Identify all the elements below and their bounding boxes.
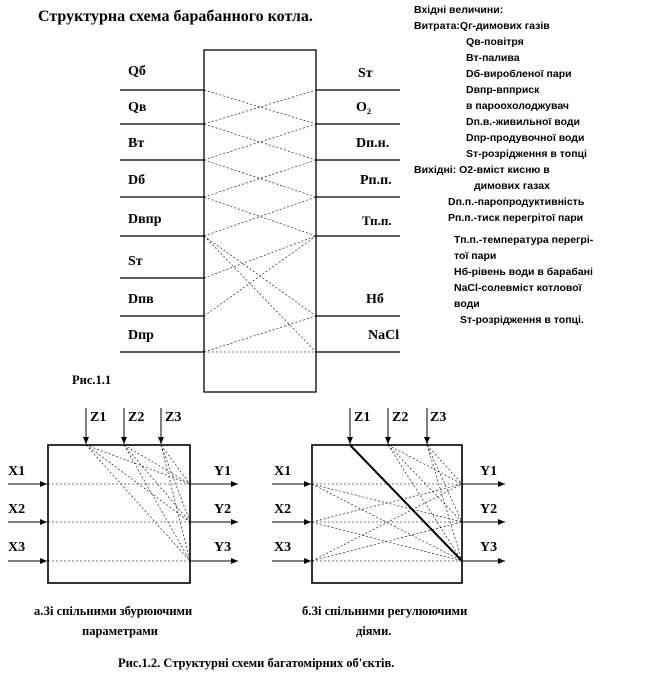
boiler-io-lines (120, 90, 400, 352)
legend-line: NaCl-солевміст котлової (454, 282, 582, 294)
legend-line: Dпр-продувочної води (466, 132, 585, 144)
figure-1-2-caption: Рис.1.2. Структурні схеми багатомірних об'єктів. (118, 656, 395, 670)
object-b-z1: Z1 (354, 410, 371, 425)
input-label-dpv: Dпв (128, 292, 154, 307)
boiler-block (204, 50, 316, 392)
diagram-title: Структурна схема барабанного котла. (38, 8, 313, 25)
object-a-z3: Z3 (165, 410, 182, 425)
legend-line: тої пари (454, 250, 497, 262)
object-a-x2: X2 (8, 502, 26, 517)
legend-line: Витрата:Qг-димових газів (414, 20, 550, 32)
legend-line: Dп.в.-живильної води (466, 116, 580, 128)
input-label-st: Sт (128, 254, 143, 269)
legend-header: Вхідні величини: (414, 4, 504, 16)
object-a-caption-line1: а.Зі спільними збурюючими (34, 604, 193, 618)
object-b-x3: X3 (274, 540, 292, 555)
object-b-block (312, 445, 462, 583)
object-b-y2: Y2 (480, 502, 498, 517)
input-label-dpr: Dпр (128, 328, 154, 343)
legend-line: Qв-повітря (466, 36, 524, 48)
object-b-caption-line1: б.Зі спільними регулюючими (302, 604, 468, 618)
legend-line: Sт-розрідження в топці (466, 148, 587, 160)
legend-line: Dвпр-впприск (466, 84, 540, 96)
object-b-links (312, 445, 462, 561)
legend-line: Вт-палива (466, 52, 520, 64)
legend-line: Тп.п.-температура перегрі- (454, 234, 594, 246)
output-label-o2: O₂ (356, 100, 372, 115)
object-a-caption-line2: параметрами (82, 624, 158, 638)
input-label-dvpr: Dвпр (128, 212, 162, 227)
legend-line: димових газах (474, 180, 550, 192)
boiler-internal-links (204, 90, 316, 352)
object-b-y3: Y3 (480, 540, 498, 555)
legend-line: Вихідні: O2-вміст кисню в (414, 164, 550, 176)
object-b-x1: X1 (274, 464, 292, 479)
legend-line: в пароохолоджувач (466, 100, 570, 112)
object-a-x3: X3 (8, 540, 26, 555)
output-label-nb: Нб (366, 292, 384, 307)
output-label-tpp: Тп.п. (362, 213, 392, 228)
object-a-z2: Z2 (128, 410, 145, 425)
input-label-vt: Вт (128, 136, 145, 151)
legend-line: Dп.п.-паропродуктивність (448, 196, 585, 208)
object-a-arrows (8, 408, 238, 561)
object-b-caption-line2: діями. (356, 624, 392, 638)
legend-line: води (454, 298, 480, 310)
input-label-qb: Qб (128, 64, 146, 79)
input-label-db: Dб (128, 173, 146, 188)
object-a-y1: Y1 (214, 464, 232, 479)
legend-line: Sт-розрідження в топці. (460, 314, 584, 326)
figure-1-1-caption: Рис.1.1 (72, 373, 112, 387)
output-label-rpp: Рп.п. (360, 173, 392, 188)
output-label-dpn: Dп.н. (356, 136, 390, 151)
legend-line: Dб-виробленої пари (466, 68, 572, 80)
object-a-block (48, 445, 190, 583)
input-label-qv: Qв (128, 100, 147, 115)
object-a-x1: X1 (8, 464, 26, 479)
object-b-x2: X2 (274, 502, 292, 517)
legend-line: Рп.п.-тиск перегрітої пари (448, 212, 584, 224)
object-a-y3: Y3 (214, 540, 232, 555)
output-label-nacl: NaCl (368, 328, 400, 343)
legend-line: Нб-рівень води в барабані (454, 266, 593, 278)
object-b-z3: Z3 (430, 410, 447, 425)
object-b-diagonal (350, 445, 462, 561)
output-label-st: Sт (358, 66, 373, 81)
object-b-y1: Y1 (480, 464, 498, 479)
object-a-links (48, 445, 190, 561)
object-a-z1: Z1 (90, 410, 107, 425)
object-a-y2: Y2 (214, 502, 232, 517)
object-b-z2: Z2 (392, 410, 409, 425)
